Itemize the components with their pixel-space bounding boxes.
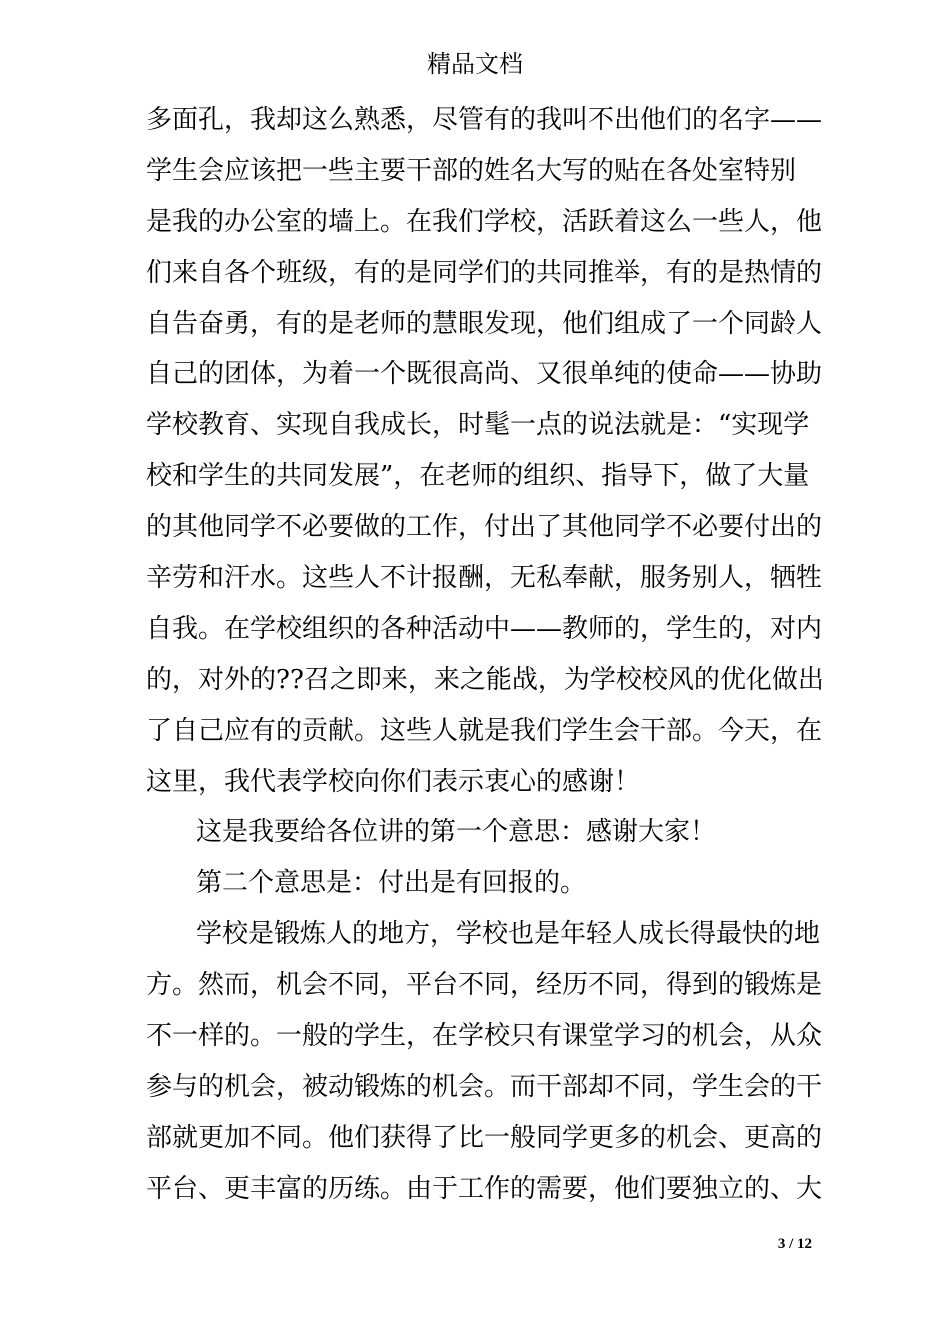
body-line: 方。然而，机会不同，平台不同，经历不同，得到的锻炼是 — [146, 970, 823, 1001]
body-line: 自告奋勇，有的是老师的慧眼发现，他们组成了一个同龄人 — [146, 308, 823, 339]
body-line: 多面孔，我却这么熟悉，尽管有的我叫不出他们的名字—— — [146, 105, 823, 135]
body-line: 们来自各个班级，有的是同学们的共同推举，有的是热情的 — [146, 257, 823, 288]
paragraph-first-line: 学校是锻炼人的地方，学校也是年轻人成长得最快的地 — [196, 919, 821, 950]
paragraph-first-line: 这是我要给各位讲的第一个意思：感谢大家！ — [196, 817, 717, 848]
paragraph-first-line: 第二个意思是：付出是有回报的。 — [196, 868, 587, 899]
body-line: 是我的办公室的墙上。在我们学校，活跃着这么一些人，他 — [146, 206, 823, 237]
body-line: 参与的机会，被动锻炼的机会。而干部却不同，学生会的干 — [146, 1071, 823, 1102]
page-number: 3 / 12 — [777, 1236, 812, 1252]
body-line: 的其他同学不必要做的工作，付出了其他同学不必要付出的 — [146, 512, 823, 543]
body-line: 这里，我代表学校向你们表示衷心的感谢！ — [146, 766, 641, 797]
body-line: 辛劳和汗水。这些人不计报酬，无私奉献，服务别人，牺牲 — [146, 563, 823, 594]
body-line: 不一样的。一般的学生，在学校只有课堂学习的机会，从众 — [146, 1021, 823, 1052]
body-line: 校和学生的共同发展”，在老师的组织、指导下，做了大量 — [146, 461, 810, 492]
body-line: 了自己应有的贡献。这些人就是我们学生会干部。今天，在 — [146, 715, 823, 746]
body-line: 自己的团体，为着一个既很高尚、又很单纯的使命——协助 — [146, 359, 823, 390]
body-line: 的，对外的??召之即来，来之能战，为学校校风的优化做出 — [146, 664, 824, 695]
page-header-title: 精品文档 — [427, 50, 523, 78]
body-line: 自我。在学校组织的各种活动中——教师的，学生的，对内 — [146, 613, 823, 644]
document-body — [146, 102, 824, 1222]
body-line: 平台、更丰富的历练。由于工作的需要，他们要独立的、大 — [146, 1173, 823, 1204]
body-line: 部就更加不同。他们获得了比一般同学更多的机会、更高的 — [146, 1122, 823, 1153]
body-line: 学生会应该把一些主要干部的姓名大写的贴在各处室特别 — [146, 155, 797, 186]
body-line: 学校教育、实现自我成长，时髦一点的说法就是：“实现学 — [146, 410, 810, 441]
